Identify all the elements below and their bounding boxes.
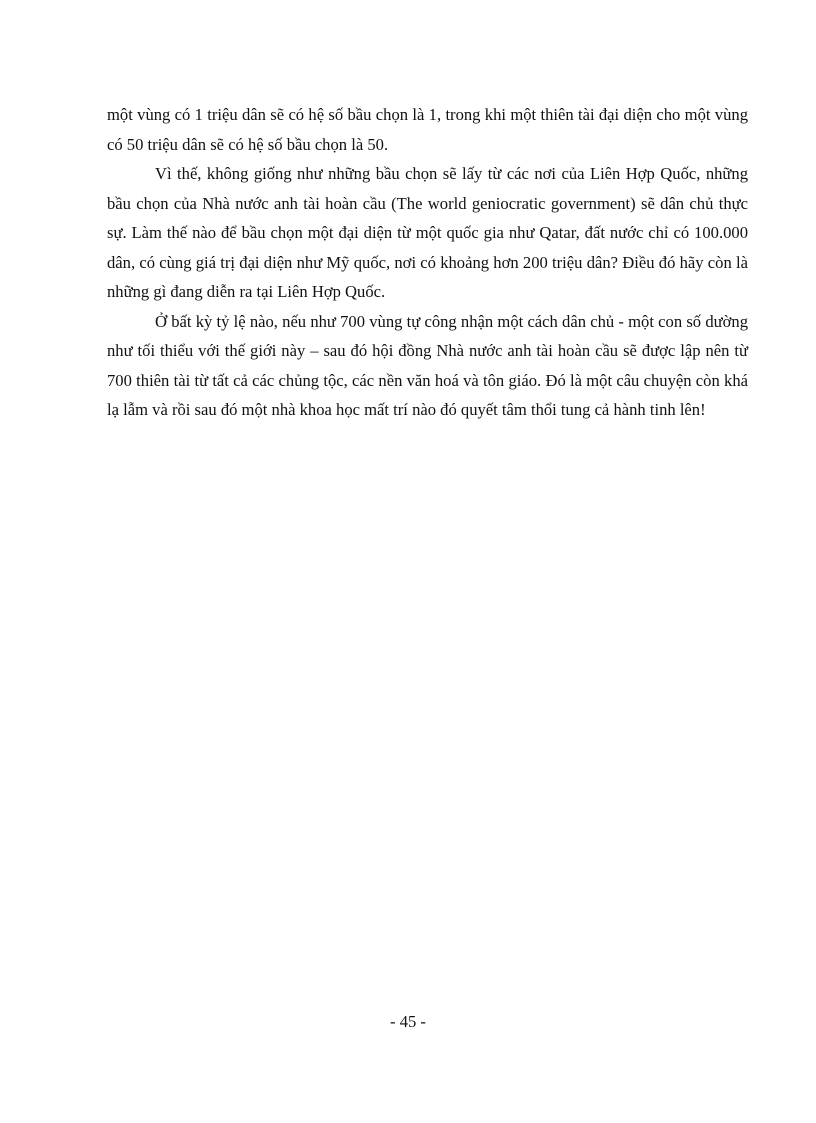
body-text <box>107 100 748 425</box>
page-number: - 45 - <box>390 1012 426 1031</box>
paragraph-un-voting: Vì thế, không giống như những bầu chọn sẽ lấy từ các nơi của Liên Hợp Quốc, những bầu chọn của Nhà nước anh tài hoàn cầu (The world geniocratic government) sẽ dân chủ thực sự. Làm thế nào để bầu chọn một đại diện từ một quốc gia như Qatar, đất nước chỉ có 100.000 dân, có cùng giá trị đại diện như Mỹ quốc, nơi có khoảng hơn 200 triệu dân? Điều đó hãy còn là những gì đang diễn ra tại Liên Hợp Quốc. <box>107 164 748 301</box>
paragraph-700-regions: Ở bất kỳ tỷ lệ nào, nếu như 700 vùng tự công nhận một cách dân chủ - một con số dường như tối thiểu với thế giới này – sau đó hội đồng Nhà nước anh tài hoàn cầu sẽ được lập nên từ 700 thiên tài từ tất cả các chủng tộc, các nền văn hoá và tôn giáo. Đó là một câu chuyện còn khá lạ lẫm và rồi sau đó một nhà khoa học mất trí nào đó quyết tâm thổi tung cả hành tinh lên! <box>107 311 748 419</box>
paragraph-continuation: một vùng có 1 triệu dân sẽ có hệ số bầu chọn là 1, trong khi một thiên tài đại diện cho một vùng có 50 triệu dân sẽ có hệ số bầu chọn là 50. <box>107 105 748 154</box>
